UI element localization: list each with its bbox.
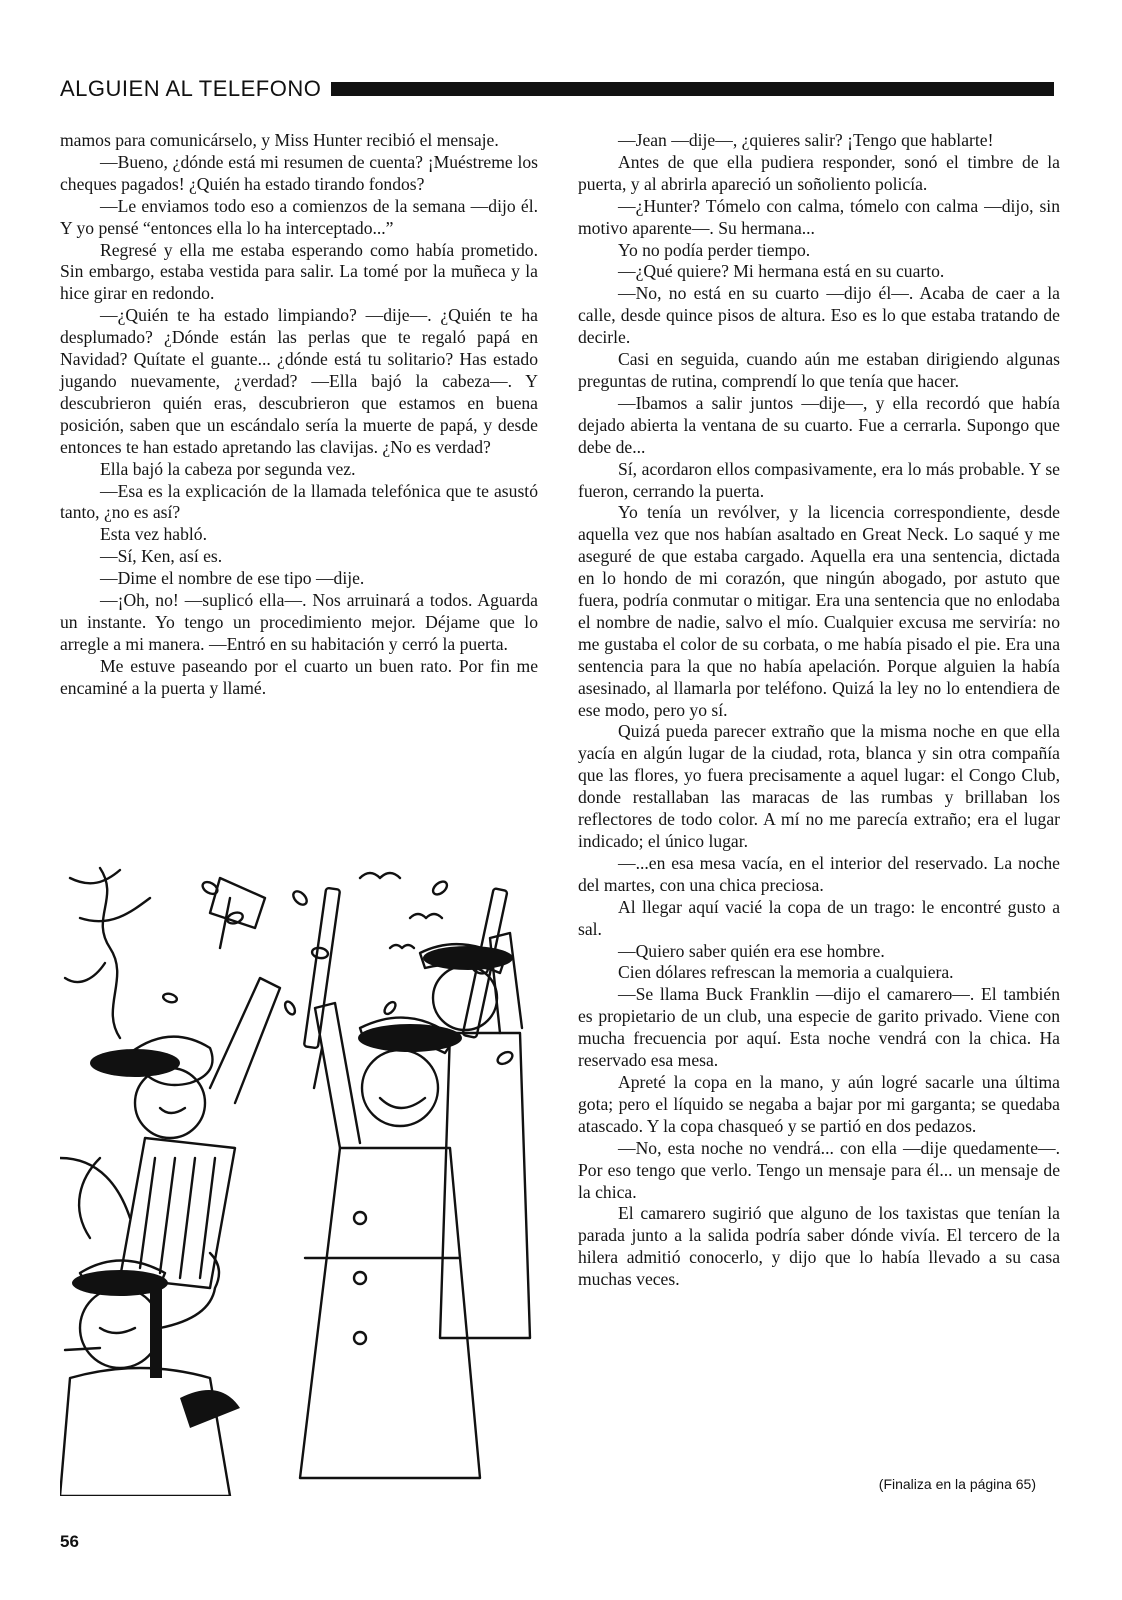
- paragraph: —Dime el nombre de ese tipo —dije.: [100, 568, 365, 589]
- paragraph: Casi en seguida, cuando aún me estaban dirigiendo algunas preguntas de rutina, comprendí lo que tenía que hacer.: [578, 349, 1060, 391]
- right-column: [578, 130, 1060, 1291]
- paragraph: —Quiero saber quién era ese hombre.: [618, 940, 885, 961]
- paragraph: —No, no está en su cuarto —dijo él—. Acaba de caer a la calle, desde quince pisos de altura. Eso es lo que estaba tratando de decirle.: [578, 283, 1060, 348]
- paragraph: —No, esta noche no vendrá... con ella —dije quedamente—. Por eso tengo que verlo. Tengo un mensaje para él... un mensaje de la chica.: [578, 1137, 1060, 1202]
- paragraph: mamos para comunicárselo, y Miss Hunter recibió el mensaje.: [60, 130, 499, 150]
- left-column: [60, 130, 538, 700]
- continuation-note: (Finaliza en la página 65): [878, 1476, 1036, 1492]
- paragraph: —Ibamos a salir juntos —dije—, y ella recordó que había dejado abierta la ventana de su cuarto. Fue a cerrarla. Supongo que debe de...: [578, 392, 1060, 457]
- paragraph: Regresé y ella me estaba esperando como había prometido. Sin embargo, estaba vestida para salir. La tomé por la muñeca y la hice girar en redondo.: [60, 239, 538, 304]
- paragraph: Sí, acordaron ellos compasivamente, era lo más probable. Y se fueron, cerrando la puerta.: [578, 458, 1060, 501]
- paragraph: —Bueno, ¿dónde está mi resumen de cuenta? ¡Muéstreme los cheques pagados! ¿Quién ha estado tirando fondos?: [60, 151, 538, 194]
- paragraph: —Sí, Ken, así es.: [100, 546, 223, 567]
- paragraph: —...en esa mesa vacía, en el interior del reservado. La noche del martes, con una chica preciosa.: [578, 852, 1060, 895]
- section-title: ALGUIEN AL TELEFONO: [60, 76, 322, 101]
- paragraph: Apreté la copa en la mano, y aún logré sacarle una última gota; pero el líquido se negaba a bajar por mi garganta; se quedaba atascado. Y la copa chasqueó y se partió en dos pedazos.: [578, 1071, 1060, 1136]
- page-header: [60, 74, 1054, 104]
- paragraph: Antes de que ella pudiera responder, sonó el timbre de la puerta, y al abrirla apareció un soñoliento policía.: [578, 151, 1060, 194]
- paragraph: Quizá pueda parecer extraño que la misma noche en que ella yacía en algún lugar de la ciudad, rota, blanca y sin otra compañía que las flores, yo fuera precisamente a aquel lugar: el Congo Club, donde restallaban las maracas de las rumbas y brillaban los reflectores de todo color. A mí no me parecía extraño; era el lugar indicado; el único lugar.: [578, 721, 1060, 851]
- paragraph: Me estuve paseando por el cuarto un buen rato. Por fin me encaminé a la puerta y llamé.: [60, 655, 538, 698]
- paragraph: —Se llama Buck Franklin —dijo el camarero—. El también es propietario de un club, una especie de garito privado. Viene con mucha frecuencia por aquí. Esta noche vendrá con la chica. Ha reservado esa mesa.: [578, 984, 1060, 1071]
- paragraph: Cien dólares refrescan la memoria a cualquiera.: [618, 962, 954, 983]
- header-rule: [331, 82, 1054, 96]
- paragraph: Yo tenía un revólver, y la licencia correspondiente, desde aquella vez que nos habían asaltado en Great Neck. Lo saqué y me aseguré de que estaba cargado. Aquella era una sentencia, dictada en lo hondo de mi corazón, que ningún abogado, por astuto que fuera, podría conmutar o mitigar. Era una sentencia que no enlodaba el nombre de nadie, salvo el mío. Cualquier excusa me serviría: no me gustaba el color de su corbata, o me había pisado el pie. Era una sentencia para la que no había apelación. Porque alguien la había asesinado, al llamarla por teléfono. Quizá la ley no lo entendiera de ese modo, pero yo sí.: [578, 502, 1060, 720]
- paragraph: —Le enviamos todo eso a comienzos de la semana —dijo él. Y yo pensé “entonces ella lo ha interceptado...”: [60, 195, 538, 238]
- paragraph: Yo no podía perder tiempo.: [618, 239, 811, 260]
- gangster-illustration: [60, 858, 542, 1496]
- paragraph: Al llegar aquí vacié la copa de un trago: le encontré gusto a sal.: [578, 896, 1060, 939]
- paragraph: —¡Oh, no! —suplicó ella—. Nos arruinará a todos. Aguarda un instante. Yo tengo un procedimiento mejor. Déjame que lo arregle a mi manera. —Entró en su habitación y cerró la puerta.: [60, 590, 538, 654]
- paragraph: —¿Hunter? Tómelo con calma, tómelo con calma —dijo, sin motivo aparente—. Su hermana...: [578, 195, 1060, 238]
- paragraph: —¿Quién te ha estado limpiando? —dije—. ¿Quién te ha desplumado? ¿Dónde están las perlas que te regaló papá en Navidad? Quítate el guante... ¿dónde está tu solitario? Has estado jugando nuevamente, ¿verdad? —Ella bajó la cabeza—. Y descubrieron quién eras, descubrieron que estamos en buena posición, saben que un escándalo sería la muerte de papá, y desde entonces te han estado apretando las clavijas. ¿No es verdad?: [60, 305, 538, 457]
- paragraph: —Jean —dije—, ¿quieres salir? ¡Tengo que hablarte!: [618, 130, 994, 150]
- paragraph: Esta vez habló.: [100, 524, 207, 545]
- page-number: 56: [60, 1532, 79, 1551]
- paragraph: —¿Qué quiere? Mi hermana está en su cuarto.: [618, 261, 945, 282]
- paragraph: El camarero sugirió que alguno de los taxistas que tenían la parada junto a la salida podría saber dónde vivía. El tercero de la hilera admitió conocerlo, y dijo que lo había llevado a su casa muchas veces.: [578, 1203, 1060, 1290]
- paragraph: Ella bajó la cabeza por segunda vez.: [100, 458, 356, 479]
- paragraph: —Esa es la explicación de la llamada telefónica que te asustó tanto, ¿no es así?: [60, 480, 538, 523]
